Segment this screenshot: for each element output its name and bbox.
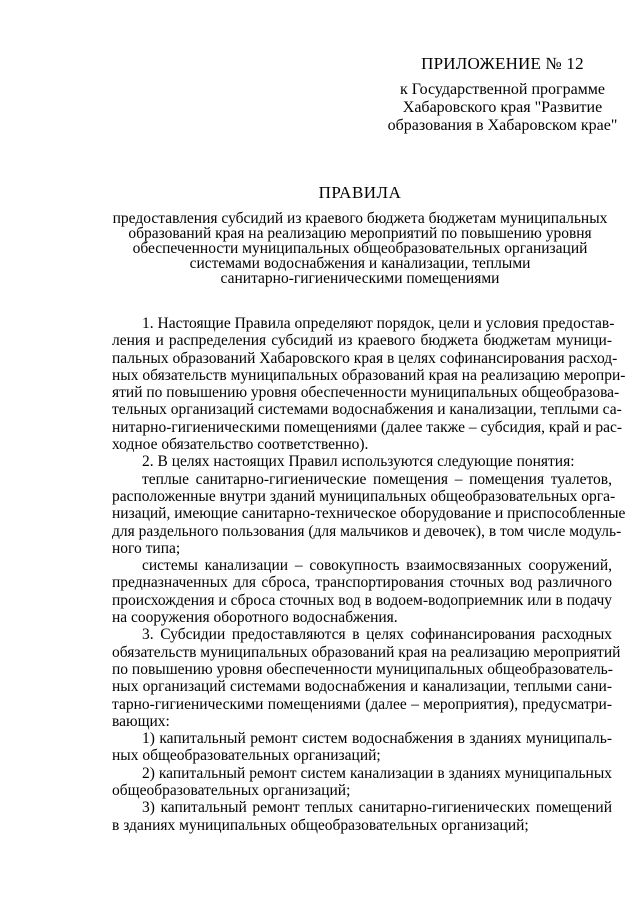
document-subtitle [110,211,610,286]
document-body [112,315,626,834]
subtitle-line: санитарно-гигиеническими помещениями [220,270,500,287]
text-line: ных общеобразовательных организаций; [112,747,381,765]
subtitle-line: образований края на реализацию мероприятий по повышению уровня [128,225,592,242]
appendix-title: ПРИЛОЖЕНИЕ № 12 [421,54,584,73]
text-line: пальных образований Хабаровского края в целях софинансирования расход- [112,349,618,367]
paragraph-1 [112,315,626,454]
text-line: происхождения и сброса сточных вод в водоем-водоприемник или в подачу [112,591,612,609]
text-line: общеобразовательных организаций; [112,782,351,800]
text-line: для раздельного пользования (для мальчиков и девочек), в том числе модуль- [112,522,622,540]
text-line: 3. Субсидии предоставляются в целях софинансирования расходных [142,626,612,644]
definition-sewer-systems [112,557,612,626]
text-line: ного типа; [112,539,181,557]
text-line: 2) капитальный ремонт систем канализации в зданиях муниципальных [142,764,612,782]
text-line: 2. В целях настоящих Правил используются следующие понятия: [142,453,575,471]
list-item-2 [112,765,612,800]
text-line: на сооружения оборотного водоснабжения. [112,609,398,627]
text-line: теплые санитарно-гигиенические помещения – помещения туалетов, [142,470,612,488]
list-item-3 [112,799,612,834]
document-title: ПРАВИЛА [318,183,402,202]
list-item-1 [112,730,612,765]
paragraph-2 [112,453,612,470]
text-line: ных обязательств муниципальных образований края на реализацию меропри- [112,366,626,384]
appendix-line: образования в Хабаровском крае" [387,117,618,134]
text-line: системы канализации – совокупность взаимосвязанных сооружений, [142,557,612,575]
appendix-line: Хабаровского края "Развитие [402,99,603,116]
subtitle-line: обеспеченности муниципальных общеобразовательных организаций [132,240,588,257]
paragraph-3 [112,626,621,730]
text-line: ления и распределения субсидий из краевого бюджета бюджетам муници- [112,332,612,350]
text-line: тарно-гигиеническими помещениями (далее – мероприятия), предусматри- [112,695,612,713]
text-line: 1) капитальный ремонт систем водоснабжения в зданиях муниципаль- [142,730,612,748]
text-line: предназначенных для сброса, транспортирования сточных вод различного [112,574,612,592]
definition-sanitary-rooms [112,470,626,557]
subtitle-line: предоставления субсидий из краевого бюджета бюджетам муниципальных [112,210,608,227]
text-line: обязательств муниципальных образований края на реализацию мероприятий [112,643,621,661]
text-line: ятий по повышению уровня обеспеченности муниципальных общеобразова- [112,384,620,402]
appendix-line: к Государственной программе [399,81,606,98]
text-line: нитарно-гигиеническими помещениями (далее также – субсидия, край и рас- [112,418,623,436]
text-line: вающих: [112,712,170,730]
subtitle-line: системами водоснабжения и канализации, теплыми [189,255,531,272]
text-line: низаций, имеющие санитарно-техническое оборудование и приспособленные [112,505,626,523]
text-line: расположенные внутри зданий муниципальных общеобразовательных орга- [112,487,616,505]
text-line: ходное обязательство соответственно). [112,436,369,454]
text-line: ных организаций системами водоснабжения и канализации, теплыми сани- [112,678,612,696]
text-line: 1. Настоящие Правила определяют порядок, цели и условия предостав- [142,315,615,332]
text-line: в зданиях муниципальных общеобразовательных организаций; [112,816,529,834]
text-line: тельных организаций системами водоснабжения и канализации, теплыми са- [112,401,622,419]
text-line: по повышению уровня обеспеченности муниципальных общеобразователь- [112,660,613,678]
text-line: 3) капитальный ремонт теплых санитарно-гигиенических помещений [142,799,612,817]
appendix-block [380,55,625,135]
